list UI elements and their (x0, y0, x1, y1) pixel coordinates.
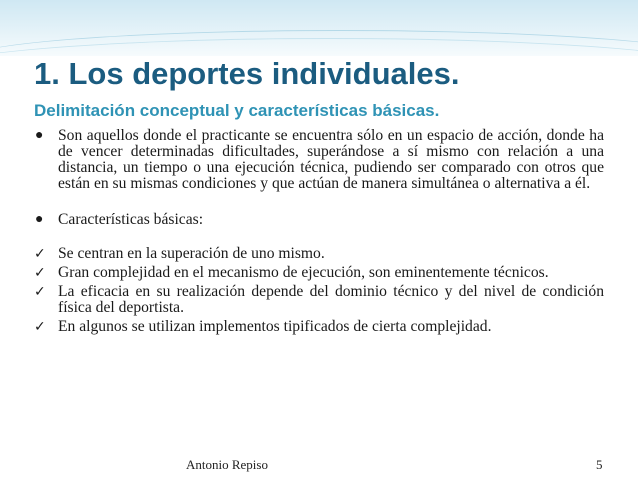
checkmark-icon: ✓ (34, 265, 46, 281)
check-text: La eficacia en su realización depende del dominio técnico y del nivel de condición física del deportista. (58, 283, 604, 316)
check-text: En algunos se utilizan implementos tipificados de cierta complejidad. (58, 318, 492, 335)
slide-subtitle: Delimitación conceptual y características básicas. (34, 101, 440, 120)
checkmark-icon: ✓ (34, 284, 46, 300)
check-item (34, 319, 604, 335)
check-item (34, 246, 604, 262)
checkmark-icon: ✓ (34, 319, 46, 335)
bullet-item (34, 128, 604, 192)
bullet-text: Son aquellos donde el practicante se encuentra sólo en un espacio de acción, donde ha de vencer determinadas dificultades, superándose a sí mismo con relación a una distancia, un tiempo o una ejecución técnica, pudiendo ser comparado con otros que están en su mismas condiciones y que actúan de manera simultánea o alternativa a él. (58, 127, 604, 192)
slide-body (34, 128, 604, 335)
bullet-item (34, 212, 604, 228)
check-item (34, 284, 604, 316)
check-item (34, 265, 604, 281)
footer-author: Antonio Repiso (186, 457, 268, 472)
bullet-icon: ● (35, 128, 44, 143)
checkmark-icon: ✓ (34, 246, 46, 262)
check-text: Se centran en la superación de uno mismo. (58, 245, 325, 262)
bullet-text: Características básicas: (58, 211, 204, 228)
check-text: Gran complejidad en el mecanismo de ejecución, son eminentemente técnicos. (58, 264, 549, 281)
bullet-icon: ● (35, 212, 44, 227)
page-number: 5 (596, 457, 603, 472)
slide-title: 1. Los deportes individuales. (34, 56, 460, 91)
